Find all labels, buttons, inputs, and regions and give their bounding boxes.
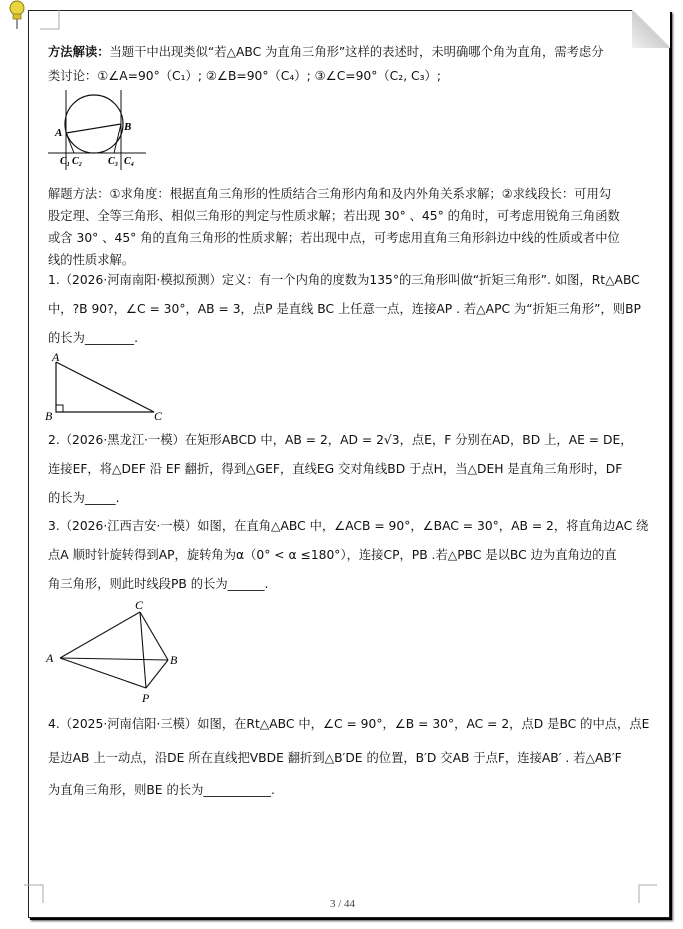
figure-rotation-triangle xyxy=(44,598,194,706)
method-line-1: 解题方法：①求角度：根据直角三角形的性质结合三角形内角和及内外角关系求解；②求线段长：可用勾 xyxy=(48,187,612,201)
fig0-label-C1: C₁ xyxy=(60,156,71,167)
fig3-label-C: C xyxy=(135,598,144,612)
method-line-2: 股定理、全等三角形、相似三角形的判定与性质求解；若出现 30° 、45° 的角时，可考虑用锐角三角函数 xyxy=(48,209,620,223)
q3-line-1: 3.（2026·江西吉安·一模）如图，在直角△ABC 中，∠ACB = 90°，∠BAC = 30°，AB = 2，将直角边AC 绕 xyxy=(48,519,649,533)
crop-mark-top-left xyxy=(40,10,60,30)
q3-line-3: 角三角形，则此时线段PB 的长为______. xyxy=(48,577,269,591)
intro-line-2: 类讨论：①∠A=90°（C₁）; ②∠B=90°（C₄）; ③∠C=90°（C₂, C₃）; xyxy=(48,69,441,83)
q4-line-3: 为直角三角形，则BE 的长为___________. xyxy=(48,783,275,797)
intro-label: 方法解读： xyxy=(48,45,110,59)
fig1-label-A: A xyxy=(52,350,60,364)
q3-line-2: 点A 顺时针旋转得到AP，旋转角为α（0° < α ≤180°），连接CP，PB .若△PBC 是以BC 边为直角边的直 xyxy=(48,548,617,562)
crop-mark-bottom-left xyxy=(24,884,44,904)
q2-line-2: 连接EF，将△DEF 沿 EF 翻折，得到△GEF，直线EG 交对角线BD 于点H，当△DEH 是直角三角形时，DF xyxy=(48,462,623,476)
fig0-label-A: A xyxy=(55,127,63,139)
fig3-label-B: B xyxy=(170,653,178,667)
intro-text-1: 当题干中出现类似“若△ABC 为直角三角形”这样的表述时，未明确哪个角为直角，需考虑分 xyxy=(109,45,604,59)
figure-right-triangle xyxy=(44,350,174,424)
pushpin-icon xyxy=(6,0,28,30)
fig1-label-B: B xyxy=(45,409,53,423)
q4-line-2: 是边AB 上一动点，沿DE 所在直线把VBDE 翻折到△B′DE 的位置，B′D 交AB 于点F，连接AB′ . 若△AB′F xyxy=(48,751,622,765)
method-line-4: 线的性质求解。 xyxy=(48,253,135,267)
q4-line-1: 4.（2025·河南信阳·三模）如图，在Rt△ABC 中，∠C = 90°，∠B = 30°，AC = 2，点D 是BC 的中点，点E xyxy=(48,717,650,731)
fig0-label-C4: C₄ xyxy=(124,156,135,167)
q2-line-1: 2.（2026·黑龙江·一模）在矩形ABCD 中，AB = 2，AD = 2√3，点E，F 分别在AD，BD 上，AE = DE， xyxy=(48,433,633,447)
method-line-3: 或含 30° 、45° 角的直角三角形的性质求解；若出现中点，可考虑用直角三角形斜边中线的性质或者中位 xyxy=(48,231,620,245)
fig0-label-B: B xyxy=(124,121,132,133)
q1-line-2: 中，?B 90?，∠C = 30°，AB = 3，点P 是直线 BC 上任意一点，连接AP . 若△APC 为“折矩三角形”，则BP xyxy=(48,302,641,316)
crop-mark-bottom-right xyxy=(638,884,658,904)
fig3-label-P: P xyxy=(142,691,150,705)
q2-line-3: 的长为_____. xyxy=(48,491,120,505)
q1-line-3: 的长为________. xyxy=(48,331,138,345)
page-number: 3 / 44 xyxy=(330,898,356,910)
q1-line-1: 1.（2026·河南南阳·模拟预测）定义：有一个内角的度数为135°的三角形叫做“折矩三角形”. 如图，Rt△ABC xyxy=(48,273,640,287)
fig1-label-C: C xyxy=(154,409,163,423)
figure-circle-tangent xyxy=(48,90,148,172)
fig3-label-A: A xyxy=(46,651,54,665)
fig0-label-C2: C₂ xyxy=(72,156,83,167)
fig0-label-C3: C₃ xyxy=(108,156,119,167)
